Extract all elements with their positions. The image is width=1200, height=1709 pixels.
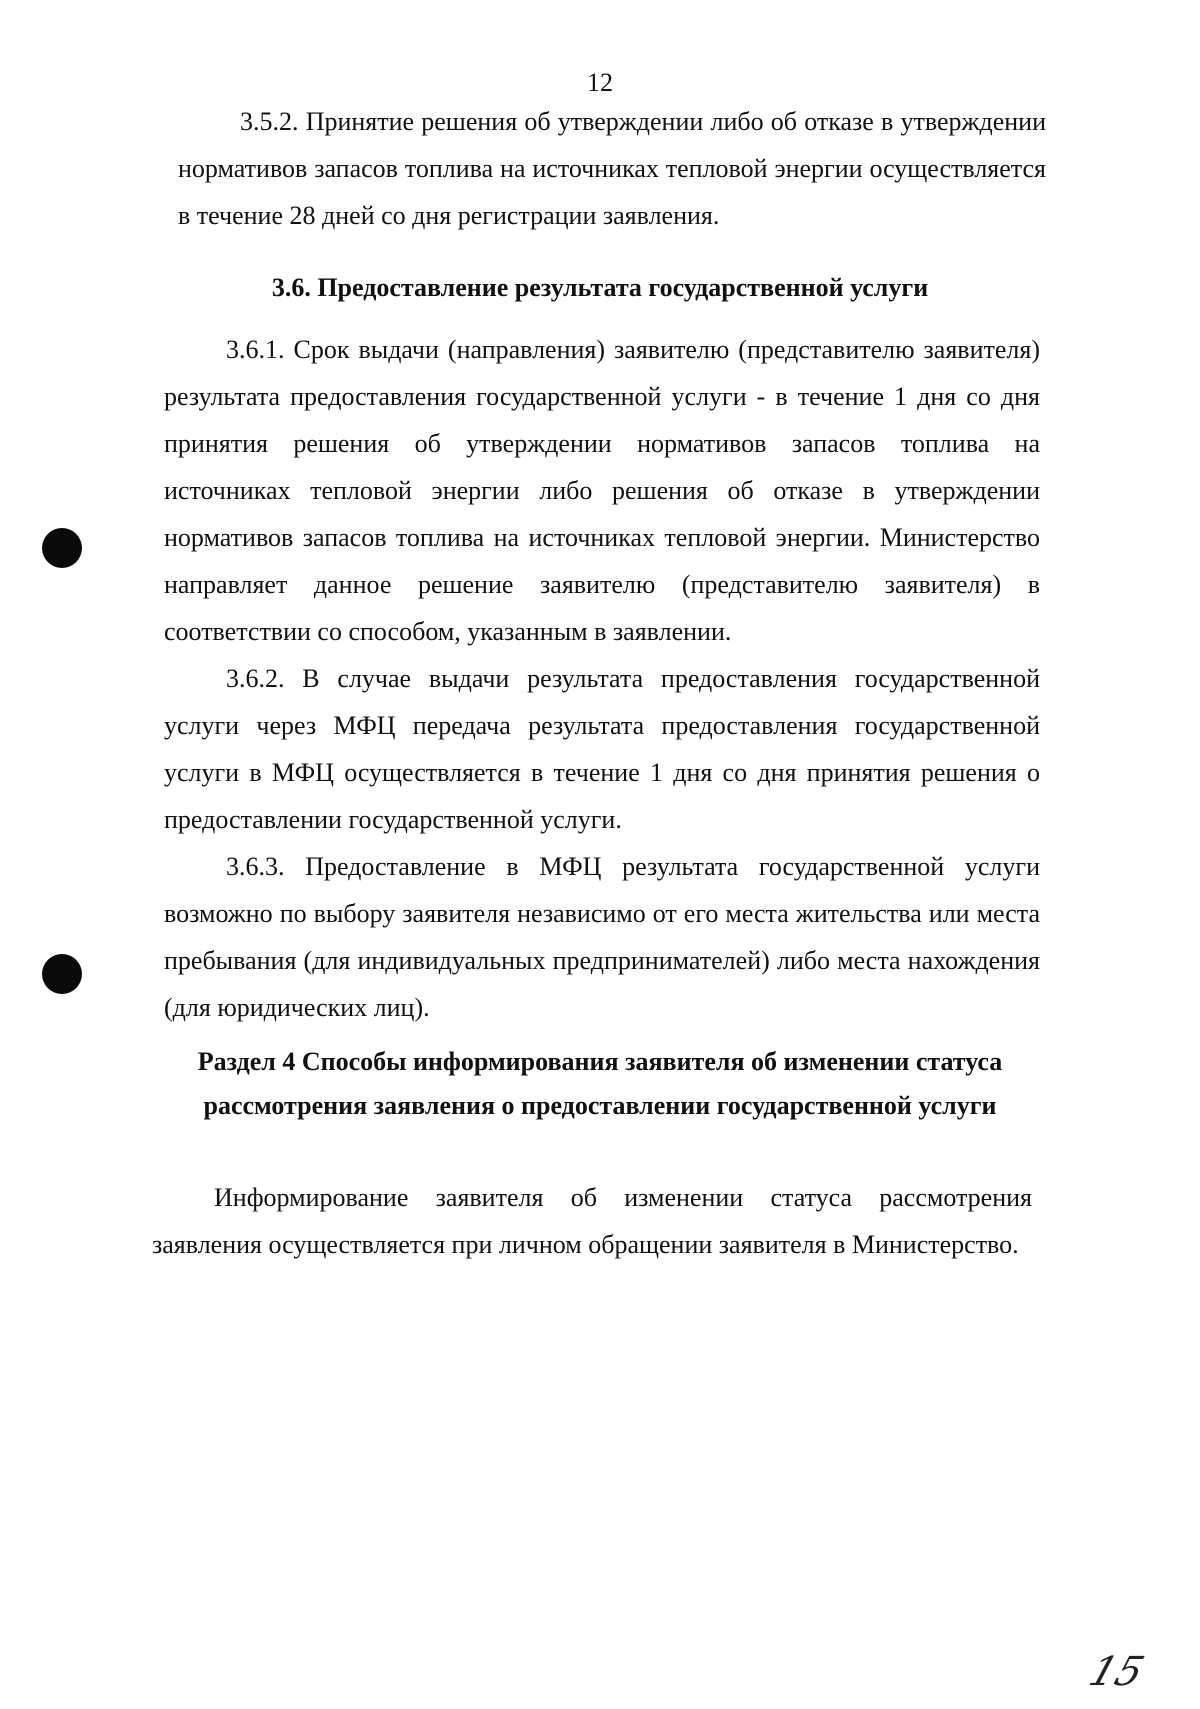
paragraph-3-6-2: 3.6.2. В случае выдачи результата предоставления государственной услуги через МФЦ передача результата предоставления государственной услуги в МФЦ осуществляется в течение 1 дня со дня принятия решения о предоставлении государственной услуги. <box>164 664 1040 834</box>
page-number: 12 <box>587 68 613 97</box>
punch-hole-top <box>42 528 82 568</box>
paragraph-3-6-3: 3.6.3. Предоставление в МФЦ результата государственной услуги возможно по выбору заявителя независимо от его места жительства или места пребывания (для индивидуальных предпринимателей) либо места нахождения (для юридических лиц). <box>164 852 1040 1022</box>
paragraph-section-4: Информирование заявителя об изменении статуса рассмотрения заявления осуществляется при личном обращении заявителя в Министерство. <box>152 1183 1032 1259</box>
heading-3-6: 3.6. Предоставление результата государственной услуги <box>271 273 929 302</box>
section-4 <box>152 1174 1032 1268</box>
heading-section-4 <box>150 1040 1050 1128</box>
paragraph-3-6-1: 3.6.1. Срок выдачи (направления) заявителю (представителю заявителя) результата предоставления государственной услуги - в течение 1 дня со дня принятия решения об утверждении нормативов запасов топлива на источниках тепловой энергии либо решения об отказе в утверждении нормативов запасов топлива на источниках тепловой энергии. Министерство направляет данное решение заявителю (представителю заявителя) в соответствии со способом, указанным в заявлении. <box>164 335 1040 646</box>
heading-section-4-line2: рассмотрения заявления о предоставлении государственной услуги <box>203 1091 997 1120</box>
section-3-5-2 <box>178 98 1046 239</box>
handwritten-page-number: 15 <box>1083 1649 1150 1695</box>
paragraph-3-5-2: 3.5.2. Принятие решения об утверждении либо об отказе в утверждении нормативов запасов топлива на источниках тепловой энергии осуществляется в течение 28 дней со дня регистрации заявления. <box>178 107 1046 230</box>
punch-hole-bottom <box>42 954 82 994</box>
section-3-6 <box>164 326 1040 1031</box>
heading-section-4-line1: Раздел 4 Способы информирования заявителя об изменении статуса <box>197 1047 1003 1076</box>
